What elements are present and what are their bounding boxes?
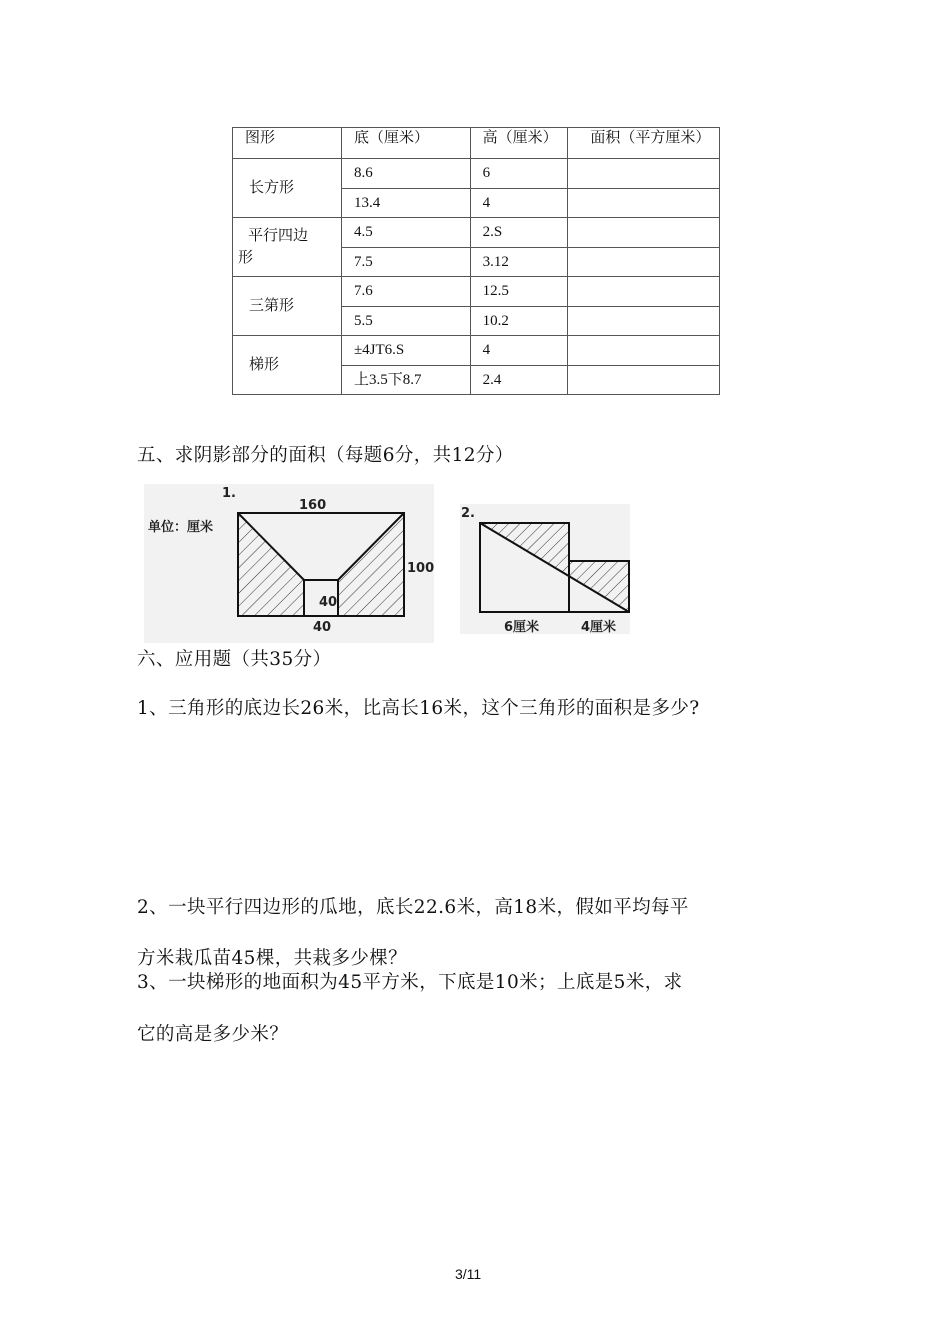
- left-base-label: 6厘米: [504, 620, 540, 634]
- figure-1-drawing: [144, 484, 434, 643]
- base-cell: 7.5: [341, 247, 470, 277]
- table-row: [233, 218, 720, 248]
- table-row: [233, 336, 720, 366]
- section5-title: 五、求阴影部分的面积（每题6分，共12分）: [137, 445, 514, 466]
- shape-cell: 梯形: [233, 336, 342, 395]
- header-base: 底（厘米）: [341, 128, 470, 159]
- inner-square-label: 40: [319, 595, 338, 610]
- header-height: 高（厘米）: [470, 128, 568, 159]
- base-cell: 4.5: [341, 218, 470, 248]
- height-cell: 2.S: [470, 218, 568, 248]
- right-shaded-region: [338, 513, 404, 616]
- unit-label: 单位：厘米: [148, 520, 214, 535]
- area-cell[interactable]: [568, 336, 720, 366]
- header-shape: 图形: [233, 128, 342, 159]
- area-cell[interactable]: [568, 247, 720, 277]
- table-header-row: [233, 128, 720, 159]
- figure-2-number: 2.: [461, 506, 475, 521]
- right-length-label: 100: [407, 561, 434, 576]
- page-number: 3/11: [455, 1266, 482, 1282]
- shape-cell: 三第形: [233, 277, 342, 336]
- area-cell[interactable]: [568, 365, 720, 395]
- area-cell[interactable]: [568, 218, 720, 248]
- base-cell: 8.6: [341, 159, 470, 189]
- table-row: [233, 277, 720, 307]
- question-3-line-1: 3、一块梯形的地面积为45平方米，下底是10米；上底是5米，求: [137, 972, 683, 993]
- shape-cell: 平行四边形: [233, 218, 342, 277]
- base-cell: ±4JT6.S: [341, 336, 470, 366]
- figure-1: [144, 484, 434, 643]
- header-area: 面积（平方厘米）: [568, 128, 720, 159]
- shape-cell: 长方形: [233, 159, 342, 218]
- area-cell[interactable]: [568, 188, 720, 218]
- question-3-line-2: 它的高是多少米？: [137, 1024, 289, 1045]
- area-table: [232, 127, 720, 395]
- height-cell: 12.5: [470, 277, 568, 307]
- question-1: 1、三角形的底边长26米，比高长16米，这个三角形的面积是多少?: [137, 698, 700, 719]
- figure-1-number: 1.: [222, 486, 236, 501]
- section6-title: 六、应用题（共35分）: [137, 649, 332, 670]
- top-length-label: 160: [299, 498, 327, 513]
- question-2-line-2: 方米栽瓜苗45棵，共栽多少棵？: [137, 948, 408, 969]
- height-cell: 10.2: [470, 306, 568, 336]
- right-shaded-region: [569, 561, 629, 612]
- height-cell: 2.4: [470, 365, 568, 395]
- base-cell: 5.5: [341, 306, 470, 336]
- height-cell: 4: [470, 188, 568, 218]
- area-cell[interactable]: [568, 159, 720, 189]
- figure-2-drawing: [460, 504, 630, 634]
- table-row: [233, 159, 720, 189]
- right-base-label: 4厘米: [581, 620, 617, 634]
- base-cell: 7.6: [341, 277, 470, 307]
- base-cell: 上3.5下8.7: [341, 365, 470, 395]
- area-cell[interactable]: [568, 277, 720, 307]
- base-cell: 13.4: [341, 188, 470, 218]
- question-2-line-1: 2、一块平行四边形的瓜地，底长22.6米，高18米，假如平均每平: [137, 897, 689, 918]
- height-cell: 3.12: [470, 247, 568, 277]
- height-cell: 6: [470, 159, 568, 189]
- figure-2: [460, 504, 630, 634]
- bottom-length-label: 40: [313, 620, 332, 635]
- height-cell: 4: [470, 336, 568, 366]
- area-cell[interactable]: [568, 306, 720, 336]
- left-shaded-region: [238, 513, 304, 616]
